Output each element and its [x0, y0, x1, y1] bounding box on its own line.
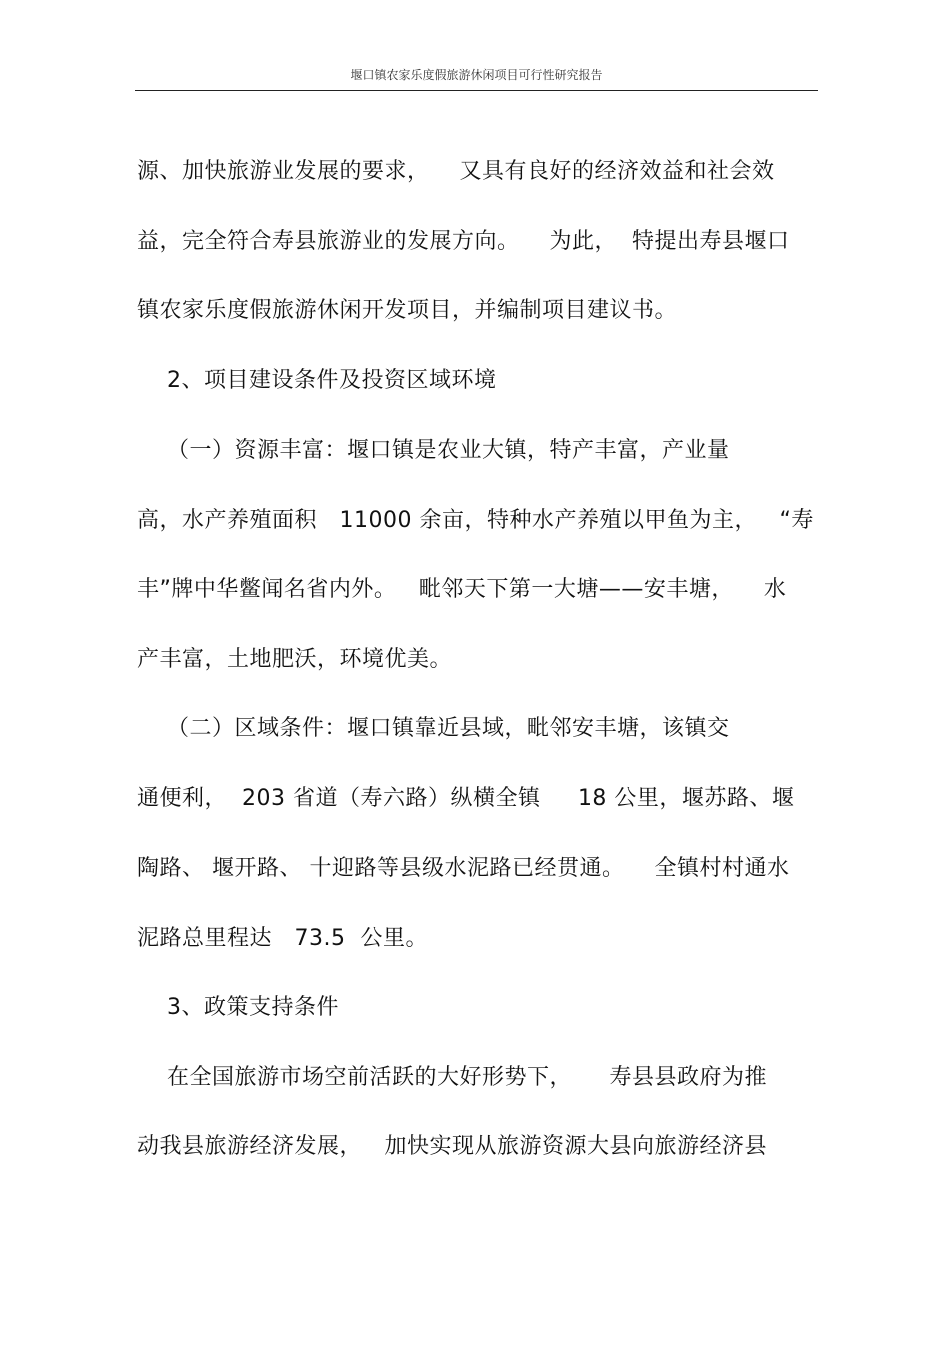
text-line: 陶路、 堰开路、 十迎路等县级水泥路已经贯通。 全镇村村通水 — [137, 856, 790, 881]
text-line: 产丰富，土地肥沃，环境优美。 — [137, 647, 453, 672]
text-line: 在全国旅游市场空前活跃的大好形势下， 寿县县政府为推 — [137, 1065, 767, 1090]
text-line: （二）区域条件：堰口镇靠近县域，毗邻安丰塘，该镇交 — [137, 716, 730, 741]
section-heading: 3、政策支持条件 — [137, 995, 339, 1020]
section-heading: 2、项目建设条件及投资区域环境 — [137, 368, 497, 393]
text-line: 丰”牌中华鳖闻名省内外。 毗邻天下第一大塘——安丰塘， 水 — [137, 577, 787, 602]
running-header: 堰口镇农家乐度假旅游休闲项目可行性研究报告 — [350, 68, 603, 82]
text-line: 镇农家乐度假旅游休闲开发项目，并编制项目建议书。 — [137, 298, 678, 323]
text-line: 通便利， 203 省道（寿六路）纵横全镇 18 公里，堰苏路、堰 — [137, 786, 795, 811]
text-line: （一）资源丰富：堰口镇是农业大镇，特产丰富，产业量 — [137, 438, 730, 463]
text-line: 高，水产养殖面积 11000 余亩，特种水产养殖以甲鱼为主， “寿 — [137, 508, 814, 533]
text-line: 源、加快旅游业发展的要求， 又具有良好的经济效益和社会效 — [137, 159, 775, 184]
header-rule — [135, 90, 818, 91]
text-line: 益，完全符合寿县旅游业的发展方向。 为此， 特提出寿县堰口 — [137, 229, 790, 254]
text-line: 泥路总里程达 73.5 公里。 — [137, 926, 428, 951]
text-line: 动我县旅游经济发展， 加快实现从旅游资源大县向旅游经济县 — [137, 1134, 767, 1159]
